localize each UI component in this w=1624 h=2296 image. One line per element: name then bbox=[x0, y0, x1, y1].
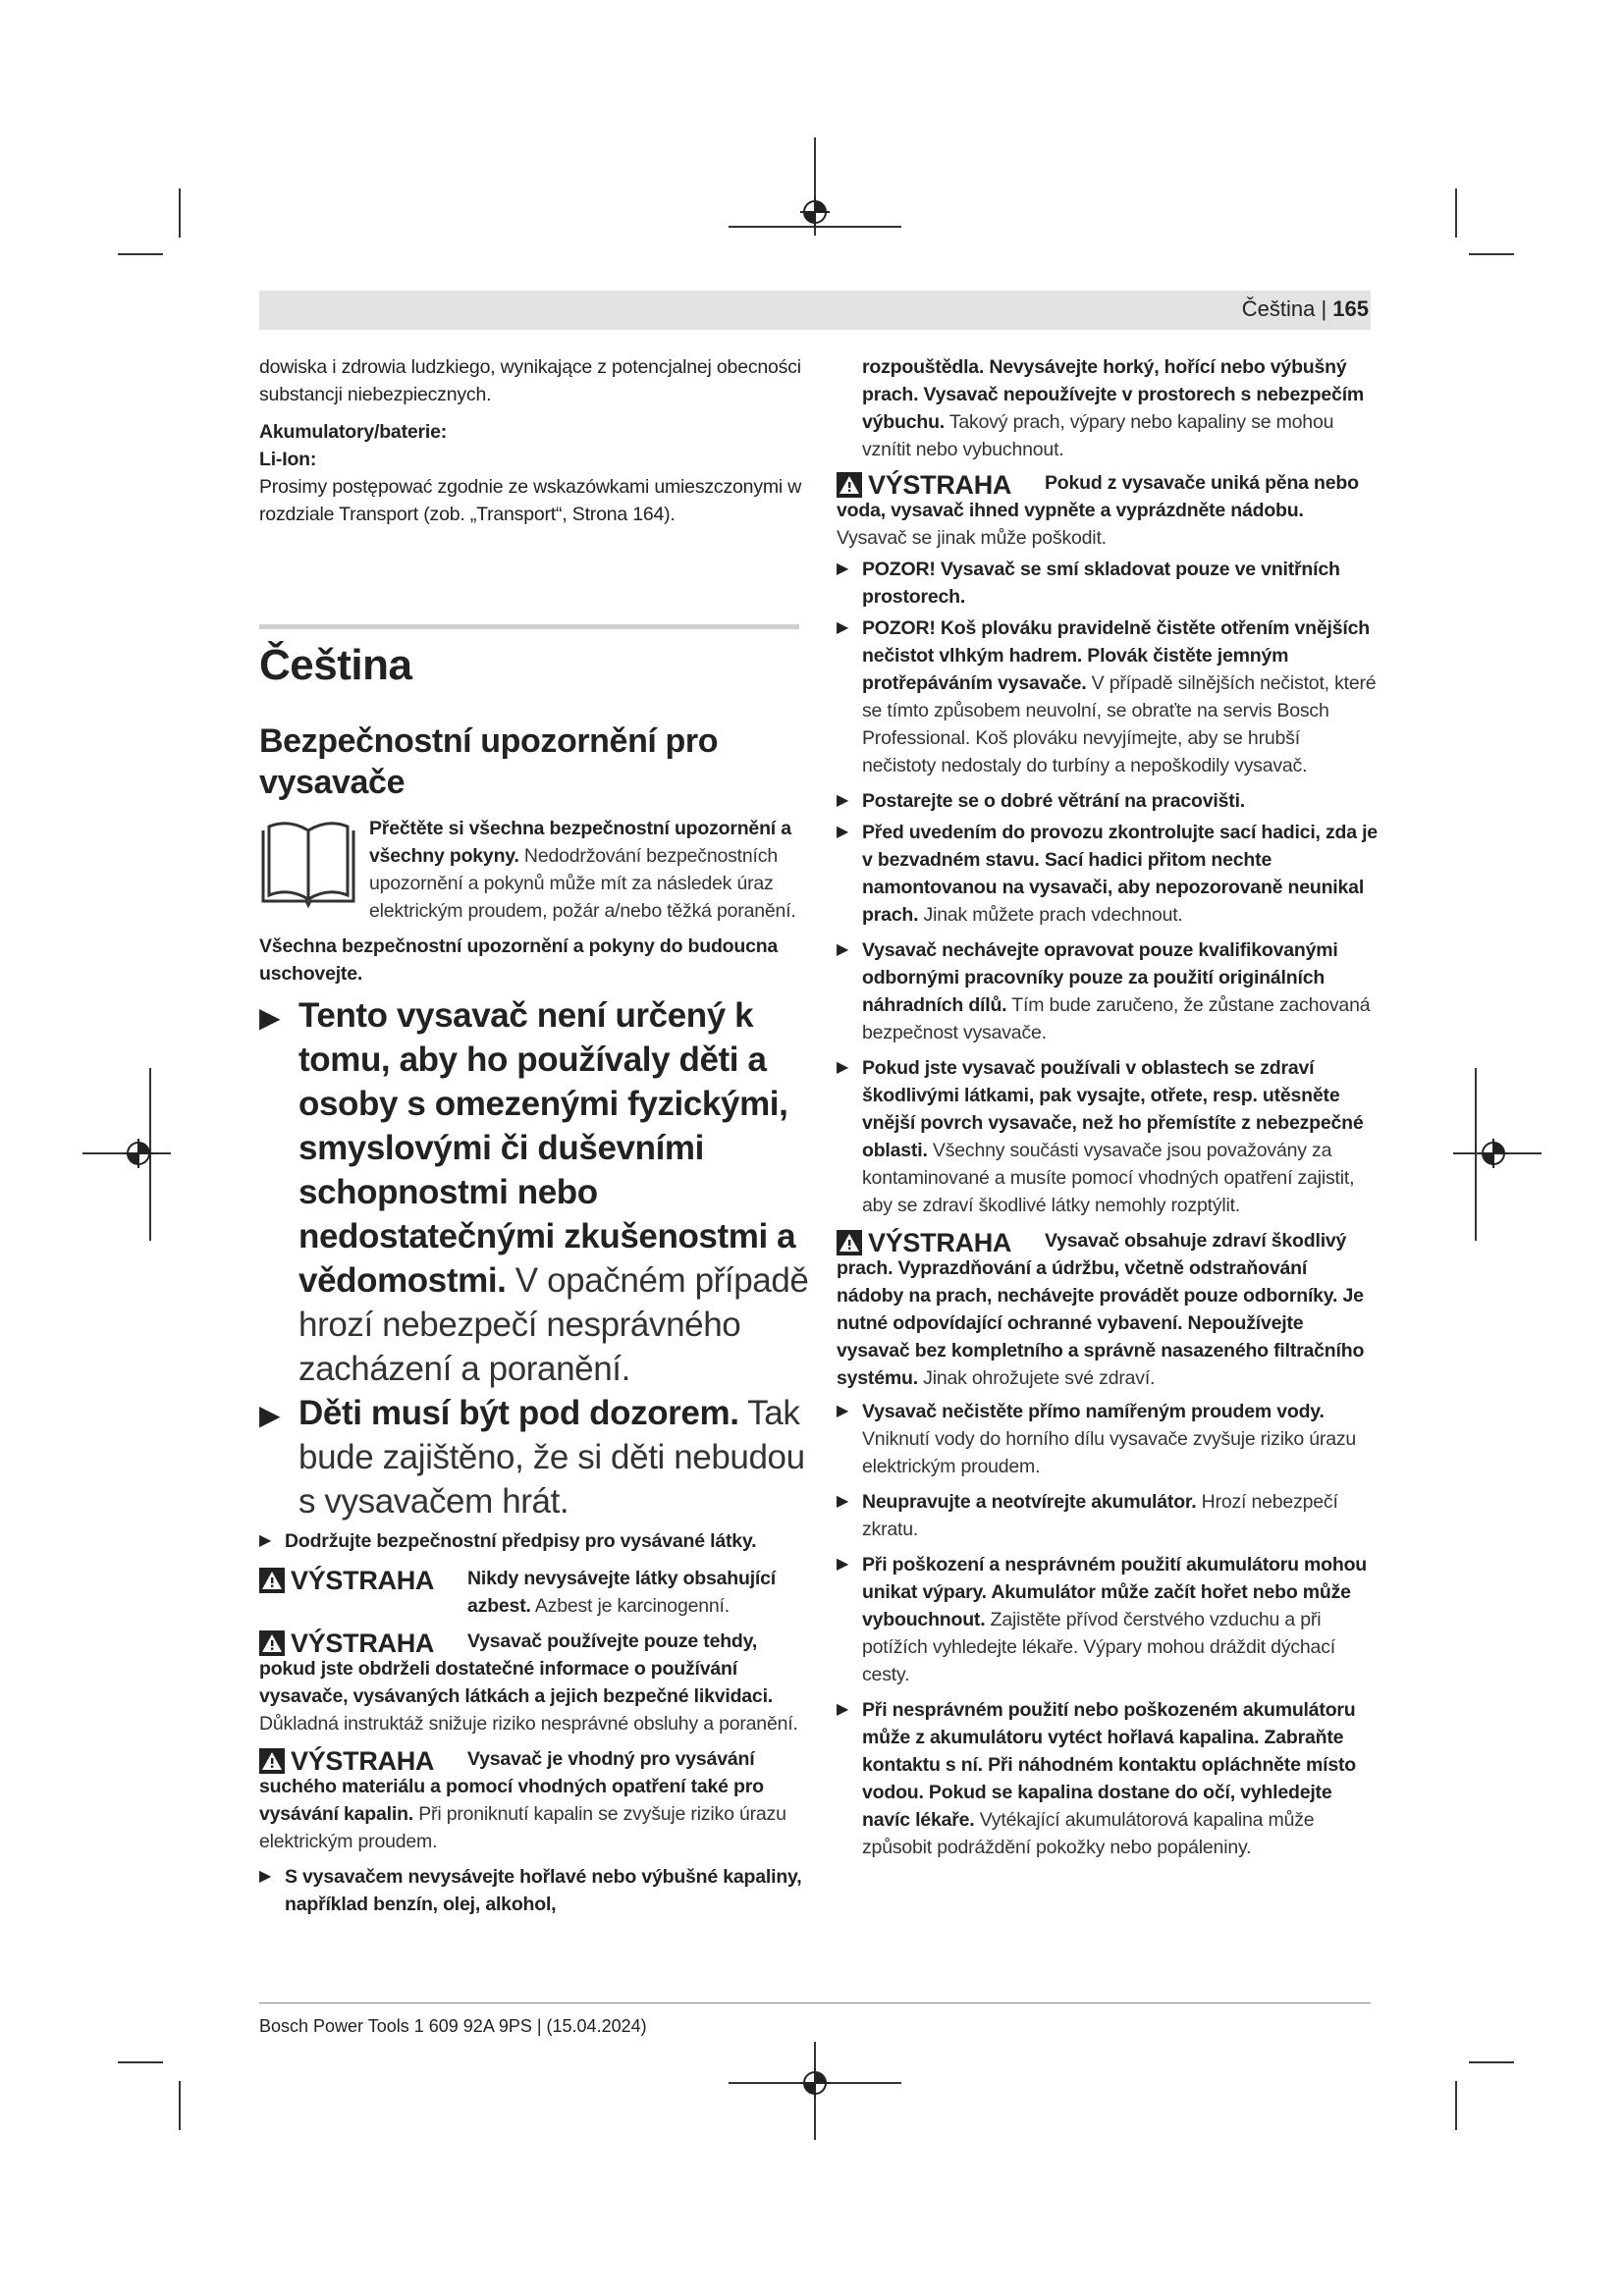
page-number: 165 bbox=[1332, 296, 1369, 321]
crop-mark bbox=[1469, 253, 1514, 255]
crop-mark bbox=[118, 253, 163, 255]
bullet-battery-open-bold: Neupravujte a neotvírejte akumulátor. bbox=[862, 1491, 1197, 1513]
warning-liquids-text: Při proniknutí kapalin se zvyšuje riziko úrazu elektrickým proudem. bbox=[259, 1803, 786, 1852]
warning-badge bbox=[259, 1745, 434, 1777]
bullet-safety-text: Dodržujte bezpečnostní předpisy pro vysávané látky. bbox=[285, 1530, 757, 1552]
bullet-water-text: Vniknutí vody do horního dílu vysavače zvyšuje riziko úrazu elektrickým proudem. bbox=[862, 1428, 1357, 1477]
warning-badge bbox=[837, 1227, 1011, 1258]
bullet-arrow-icon: ▶ bbox=[837, 1493, 849, 1510]
transport-text: Prosimy postępować zgodnie ze wskazówkami umieszczonymi w rozdziale Transport (zob. „Transport“, Strona 164). bbox=[259, 476, 802, 525]
list-item bbox=[837, 1398, 1379, 1480]
bullet-arrow-icon: ▶ bbox=[259, 1868, 272, 1885]
warning-block bbox=[259, 1745, 817, 1855]
manual-book-icon bbox=[259, 817, 357, 909]
read-instructions-text: Nedodržování bezpečnostních upozornění a pokynů může mít za následek úraz elektrickým proudem, požár a/nebo těžká poranění. bbox=[369, 845, 796, 922]
list-item bbox=[837, 819, 1379, 929]
registration-target-icon bbox=[800, 197, 830, 227]
warning-asbestos-text: Azbest je karcinogenní. bbox=[530, 1595, 730, 1617]
warning-block bbox=[837, 469, 1379, 552]
bullet-arrow-icon: ▶ bbox=[837, 941, 849, 958]
warning-label: VÝSTRAHA bbox=[291, 1629, 435, 1658]
warning-block bbox=[259, 1628, 817, 1737]
warning-triangle-icon bbox=[259, 1630, 285, 1656]
bullet-supervise-bold: Děti musí být pod dozorem. bbox=[298, 1394, 739, 1432]
list-item bbox=[837, 1488, 1379, 1543]
bullet-float-text: V případě silnějších nečistot, které se tímto způsobem neuvolní, se obraťte na servis Bosch Professional. Koš plováku nevyjímejte, aby se hrubší nečistoty nedostaly do turbíny a nepoškodily vysavač. bbox=[862, 672, 1377, 776]
warning-information-bold: Vysavač používejte pouze tehdy, pokud jste obdrželi dostatečné informace o používání vysavače, vysávaných látkách a jejich bezpečné likvidaci. bbox=[259, 1630, 774, 1707]
registration-target-icon bbox=[800, 2068, 830, 2098]
list-item bbox=[259, 1527, 817, 1555]
warning-dust-bold: Vysavač obsahuje zdraví škodlivý prach. Vyprazdňování a údržbu, včetně odstraňování nádoby na prach, nechávejte provádět pouze odborníky. Je nutné odpovídající ochranné vybavení. Nepoužívejte vysavač bez kompletního a správně nasazeného filtračního systému. bbox=[837, 1230, 1365, 1389]
registration-line bbox=[1475, 1068, 1477, 1241]
registration-target-icon bbox=[124, 1139, 153, 1168]
bullet-supervise-text: Tak bude zajištěno, že si děti nebudou s vysavačem hrát. bbox=[298, 1394, 805, 1521]
bullet-arrow-icon: ▶ bbox=[837, 1059, 849, 1076]
warning-label: VÝSTRAHA bbox=[291, 1566, 435, 1595]
bullet-flammable-text: S vysavačem nevysávejte hořlavé nebo výbušné kapaliny, například benzín, olej, alkohol, bbox=[285, 1866, 802, 1915]
warning-label: VÝSTRAHA bbox=[868, 470, 1012, 500]
intro-text: dowiska i zdrowia ludzkiego, wynikające z potencjalnej obecności substancji niebezpiecznych. bbox=[259, 356, 801, 405]
warning-liquids-bold: Vysavač je vhodný pro vysávání suchého materiálu a pomocí vhodných opatření také pro vysávání kapalin. bbox=[259, 1748, 764, 1825]
continued-bold: rozpouštědla. Nevysávejte horký, hořící nebo výbušný prach. Vysavač nepoužívejte v prostorech s nebezpečím výbuchu. bbox=[862, 356, 1365, 433]
bullet-battery-open-text: Hrozí nebezpečí zkratu. bbox=[862, 1491, 1338, 1540]
bullet-storage-text: POZOR! Vysavač se smí skladovat pouze ve vnitřních prostorech. bbox=[862, 559, 1340, 608]
bullet-arrow-icon: ▶ bbox=[837, 792, 849, 809]
warning-badge bbox=[259, 1565, 434, 1596]
crop-mark bbox=[1455, 2081, 1457, 2130]
warning-triangle-icon bbox=[837, 1230, 862, 1255]
continued-text: Takový prach, výpary nebo kapaliny se mohou vznítit nebo vybuchnout. bbox=[862, 411, 1334, 460]
list-item bbox=[837, 556, 1379, 611]
bullet-arrow-icon: ▶ bbox=[259, 1002, 281, 1033]
page-footer: Bosch Power Tools 1 609 92A 9PS | (15.04.2024) bbox=[259, 2016, 647, 2036]
bullet-vapours-bold: Při poškození a nesprávném použití akumulátoru mohou unikat výpary. Akumulátor může začít hořet nebo může vybouchnout. bbox=[862, 1554, 1368, 1630]
right-column bbox=[837, 353, 1379, 1861]
bullet-children-bold: Tento vysavač není určený k tomu, aby ho používaly děti a osoby s omezenými fyzickými, smyslovými či duševními schopnostmi nebo nedostatečnými zkušenostmi a vědomostmi. bbox=[298, 996, 796, 1300]
warning-badge bbox=[259, 1628, 434, 1659]
bullet-arrow-icon: ▶ bbox=[837, 1403, 849, 1419]
read-instructions-bold: Přečtěte si všechna bezpečnostní upozornění a všechny pokyny. bbox=[369, 818, 791, 867]
list-item bbox=[837, 1054, 1379, 1219]
subsection-title: Bezpečnostní upozornění pro vysavače bbox=[259, 722, 719, 801]
list-item bbox=[837, 614, 1379, 779]
bullet-arrow-icon: ▶ bbox=[837, 1701, 849, 1718]
page-header-bar bbox=[259, 291, 1371, 330]
bullet-arrow-icon: ▶ bbox=[837, 824, 849, 840]
section-divider bbox=[259, 624, 799, 629]
warning-label: VÝSTRAHA bbox=[291, 1746, 435, 1776]
keep-instructions-text: Všechna bezpečnostní upozornění a pokyny do budoucna uschovejte. bbox=[259, 935, 779, 985]
warning-block bbox=[837, 1227, 1379, 1392]
bullet-contaminated-bold: Pokud jste vysavač používali v oblastech se zdraví škodlivými látkami, pak vysajte, otřete, resp. utěsněte vnější povrch vysavače, než ho přemístíte z nebezpečné oblasti. bbox=[862, 1057, 1364, 1161]
warning-information-text: Důkladná instruktáž snižuje riziko nesprávné obsluhy a poranění. bbox=[259, 1713, 798, 1735]
list-item bbox=[259, 1863, 817, 1918]
bullet-arrow-icon: ▶ bbox=[837, 1556, 849, 1573]
bullet-hose-text: Jinak můžete prach vdechnout. bbox=[918, 904, 1183, 926]
list-item bbox=[837, 787, 1379, 815]
bullet-arrow-icon: ▶ bbox=[259, 1400, 281, 1430]
page-header bbox=[1242, 296, 1369, 322]
warning-triangle-icon bbox=[259, 1568, 285, 1593]
crop-mark bbox=[179, 188, 181, 238]
list-item bbox=[837, 936, 1379, 1046]
list-item bbox=[259, 1391, 817, 1523]
bullet-float-bold: POZOR! Koš plováku pravidelně čistěte otřením vnějších nečistot vlhkým hadrem. Plovák čistěte jemným protřepáváním vysavače. bbox=[862, 617, 1370, 694]
list-item bbox=[837, 1551, 1379, 1688]
section-title: Čeština bbox=[259, 641, 412, 689]
read-instructions-block bbox=[259, 815, 817, 925]
bullet-arrow-icon: ▶ bbox=[837, 619, 849, 636]
bullet-repair-text: Tím bude zaručeno, že zůstane zachovaná bezpečnost vysavače. bbox=[862, 994, 1371, 1043]
bullet-ventilation-text: Postarejte se o dobré větrání na pracovišti. bbox=[862, 790, 1246, 812]
bullet-children-text: V opačném případě hrozí nebezpečí nesprávného zacházení a poranění. bbox=[298, 1261, 809, 1388]
bullet-water-bold: Vysavač nečistěte přímo namířeným proudem vody. bbox=[862, 1401, 1325, 1422]
crop-mark bbox=[1469, 2061, 1514, 2063]
warning-triangle-icon bbox=[837, 472, 862, 498]
bullet-vapours-text: Zajistěte přívod čerstvého vzduchu a při potížích vyhledejte lékaře. Výpary mohou dráždit dýchací cesty. bbox=[862, 1609, 1335, 1685]
bullet-arrow-icon: ▶ bbox=[837, 561, 849, 577]
warning-label: VÝSTRAHA bbox=[868, 1228, 1012, 1257]
list-item bbox=[837, 1696, 1379, 1861]
warning-badge bbox=[837, 469, 1011, 501]
bullet-leak-text: Vytékající akumulátorová kapalina může způsobit podráždění pokožky nebo popáleniny. bbox=[862, 1809, 1315, 1858]
bullet-hose-bold: Před uvedením do provozu zkontrolujte sací hadici, zda je v bezvadném stavu. Sací hadici přitom nechte namontovanou na vysavači, aby nepozorovaně neunikal prach. bbox=[862, 822, 1378, 926]
registration-target-icon bbox=[1479, 1139, 1508, 1168]
footer-rule bbox=[259, 2002, 1371, 2003]
bullet-contaminated-text: Všechny součásti vysavače jsou považovány za kontaminované a musíte pomocí vhodných opatření zajistit, aby se zdraví škodlivé látky nemohly rozptýlit. bbox=[862, 1140, 1355, 1216]
left-column-main bbox=[259, 636, 817, 1918]
warning-dust-text: Jinak ohrožujete své zdraví. bbox=[917, 1367, 1156, 1389]
left-column bbox=[259, 353, 805, 528]
battery-heading: Akumulatory/baterie: bbox=[259, 421, 448, 443]
warning-triangle-icon bbox=[259, 1748, 285, 1774]
li-ion-heading: Li-Ion: bbox=[259, 449, 317, 470]
header-language: Čeština bbox=[1241, 296, 1316, 321]
warning-foam-text: Vysavač se jinak může poškodit. bbox=[837, 527, 1107, 549]
list-item bbox=[259, 993, 817, 1391]
bullet-arrow-icon: ▶ bbox=[259, 1532, 272, 1549]
crop-mark bbox=[1455, 188, 1457, 238]
bullet-leak-bold: Při nesprávném použití nebo poškozeném akumulátoru může z akumulátoru vytéct hořlavá kapalina. Zabraňte kontaktu s ní. Při náhodném kontaktu opláchněte místo vodou. Pokud se kapalina dostane do očí, vyhledejte navíc lékaře. bbox=[862, 1699, 1356, 1831]
warning-foam-bold: Pokud z vysavače uniká pěna nebo voda, vysavač ihned vypněte a vyprázdněte nádobu. bbox=[837, 472, 1359, 521]
warning-block bbox=[259, 1565, 817, 1620]
crop-mark bbox=[118, 2061, 163, 2063]
header-separator: | bbox=[1315, 296, 1333, 321]
crop-mark bbox=[179, 2081, 181, 2130]
bullet-repair-bold: Vysavač nechávejte opravovat pouze kvalifikovanými odbornými pracovníky pouze za použití originálních náhradních dílů. bbox=[862, 939, 1338, 1016]
warning-asbestos-bold: Nikdy nevysávejte látky obsahující azbest. bbox=[467, 1568, 777, 1617]
